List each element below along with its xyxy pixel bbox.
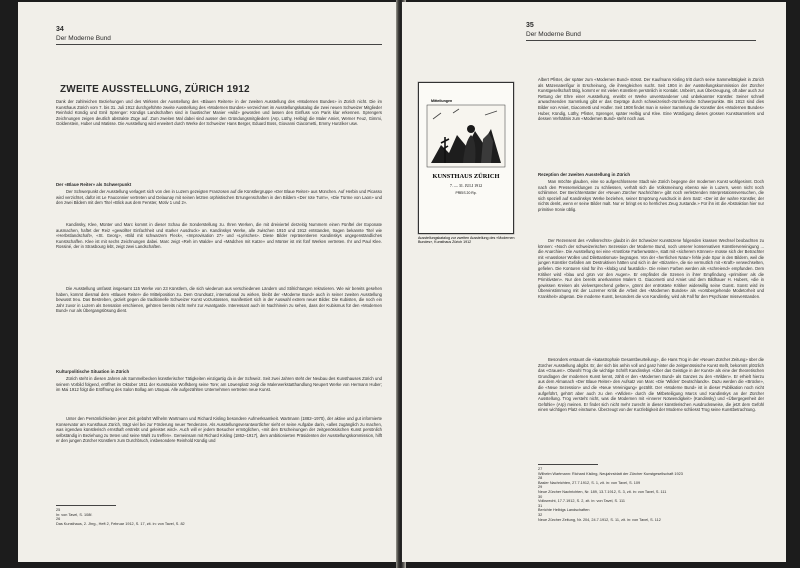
- footnotes: [538, 467, 764, 522]
- catalog-cover-figure: [418, 82, 514, 234]
- header-rule: [56, 44, 382, 45]
- body-paragraph: Unter den Persönlichkeiten jener Zeit gebührt Wilhelm Wartmann und Richard Kisling besondere Aufmerksamkeit. Wartmann (1882–1970), der aktive und gut informierte Konservator am Kunsthaus Zürich, trägt viel bei zur Förderung neuer Tendenzen. Als Ausstellungsverantwortlicher sieht er seine Aufgabe darin, «alles zugänglich zu machen, was irgendwo künstlerisch ernsthaft erstrebt und geleistet wird». Auch will er jedem Besucher ermöglichen, «mit den Erscheinungen der zeitgenössischen Kunst persönlich selbständig in Beziehung zu treten und seine Wahl zu treffen». Gemeinsam mit Richard Kisling (1862–1917), dem ambitionierten Präsidenten der Ausstellungskommission, hilft er den jungen Zürcher Künstlern zum Durchbruch, insbesondere Reinhold Kündig und: [56, 416, 382, 444]
- running-head: Der Moderne Bund: [526, 31, 581, 38]
- footnote-rule: [538, 464, 598, 465]
- figure-caption: Ausstellungskatalog zur zweiten Ausstellung des «Modernen Bundes», Kunsthaus Zürich 1912: [418, 236, 515, 245]
- left-page: [18, 2, 398, 562]
- body-paragraph: Besonders erstaunt die «katastrophale Gesamtbeurteilung», die Hans Trog in der «Neuen Zürcher Zeitung» über die Zürcher Ausstellung abgibt. Er, der sich bis anhin voll und ganz hinter die zeitgenössische Kunst stellt, bekommt plötzlich das «Grauen». Obwohl Trog die wichtige Schrift Kandinskys «Über das Geistige in der Kunst» als eine der theoretischen Grundlagen der modernen Kunst kennt, zählt er den «Modernen Bund» als Ganzes zu den «Wilden». Er erhielt hierzu aus dem Almanach «Der Blaue Reiter» den Aufsatz von Marc «Die 'Wilden' Deutschlands». Dazu werden die «Brücke», die «Neue Sezession» und die «Neue Vereinigung» gezählt. Der «Moderne Bund» ist in dieser Publikation noch nicht aufgeführt, gehört aber auch zu den «Wilden» durch die Mitbeteiligung Marcs und Kandinskys an der Zürcher Ausstellung. Trog versteht nicht, was die Modernen mit «innerer Notwendigkeit» (Kandinsky) und «Übergegenheit der Gefühle» (Arp) meinen. Er findet sich nicht mehr zurecht in dieser künstlerischen Ausdrucksweise, die jetzt dem Gefühl einen wichtigen Platz einräume. Überzeugt von der Kurzlebigkeit der Moderne schliesst Trog seine Kunstbetrachtung.: [538, 357, 764, 413]
- header-rule: [526, 40, 756, 41]
- section-title: Rezeption der zweiten Ausstellung in Zürich: [538, 172, 631, 177]
- figure-head: [467, 125, 475, 133]
- footnote-text: In: von Tavel, S. 108f.: [56, 512, 93, 517]
- chapter-heading: ZWEITE AUSSTELLUNG, ZÜRICH 1912: [60, 84, 250, 95]
- running-head: Der Moderne Bund: [56, 35, 111, 42]
- footnote-rule: [56, 505, 116, 506]
- woodcut-illustration: [419, 83, 513, 233]
- page-number: 35: [526, 22, 534, 29]
- section-title: Kulturpolitische Situation in Zürich: [56, 369, 130, 374]
- footnote-text: Das Kunsthaus, 2. Jhrg., Heft 2, Februar 1912, S. 17, zit. in: von Tavel, S. 82: [56, 521, 185, 526]
- footnote-text: Wilhelm Wartmann: Richard Kisling, Neujahrsblatt der Zürcher Kunstgesellschaft 1923: [538, 471, 683, 476]
- body-paragraph: Der Rezensent des «Volksrechts» glaubt in der Schweizer Kunstszene folgenden krassen Wechsel beobachten zu können: «Noch der schweizerischen Sezession der Moderne Bund, noch unserer konservativen Künstlervereinigung ... die Anarchie». Die Ausstellung sei eine «trostlose Farbenwüste», statt mit «sicherem Können» müsse sich der Betrachter mit «massloser Wollen und Dilettantismus» begnügen. Von der «herrlichen Natur» fehle jede Spur in den Bildern, weil die jungen Künstler Gefallen am Destruktiven hätten und sich in der «Bizarrie», die sie vermutlich mit «Kraft» verwechselten, gefielen. Die Konturen sind für ihn «klobig und faustdick». Die reinen Farben werden als «schreiend» empfunden. Dem Kritiker wird «blau und grün vor den Augen». Er empfindet die Szenen in ihrer Empfindung «primitiver als die Primitivsten». Nur den bereits anerkannten Malern G. Giacometti und Amiet und dem Bildhauer H. Hubers, «die in gewissen Kreisen als vielversprechend gelten», gönnt der entrüstete Kritiker widerwillig seine Gunst. Sonst wird im Übereinstimmung mit der Luzerner Kritik die Arbeit des «Modernen Bundes» als «vorübergehende Modetorheit und Krankheit» abgetan. Die moderne Kunst, besonders die von Kandinsky, wird als Fall für den Psychiater missverstanden.: [538, 238, 764, 299]
- section-title: Der «Blaue Reiter» als Schwerpunkt: [56, 182, 132, 187]
- footnote-text: Volksrecht, 17.7.1912, S. 2, zit. in: von Tavel, S. 111: [538, 499, 625, 504]
- body-paragraph: Der Schwerpunkt der Ausstellung verlagert sich von den in Luzern gezeigten Franzosen auf die Künstlergruppe «Der Blaue Reiter» aus München. Auf Herbin und Picasso wird verzichtet, dafür ist Le Fauconnier vertreten und Delaunay mit seinen letzten orphistischen Errungenschaften in den Bildern «Der rote Turm», «Die Türme von Laon» und den zwei Bildern mit dem Titel «Blick aus dem Fenster, Motiv 1 und 2».: [56, 189, 382, 206]
- footnote-number: 30: [538, 494, 543, 499]
- cover-dates: 7. — 31. JULI 1912: [449, 183, 483, 188]
- footnote-text: Neue Zürcher Nachrichten, Nr. 189, 13.7.1912, S. 3, zit. in: von Tavel, S. 111: [538, 489, 667, 494]
- page-number: 34: [56, 26, 64, 33]
- intro-paragraph: Dank der zahlreichen Beziehungen und des Wirkens der Ausstellung des «Blauen Reiters» in der zweiten Ausstellung des «Modernen Bundes» in Zürich nicht. Die im Kunsthaus Zürich vom 7. bis 31. Juli 1912 durchgeführte zweite Ausstellung des «Modernen Bundes» verzeichnet im Ausstellungskatalog die zwei neuen Schweizer Mitglieder Reinhold Kündig und Emil Sprenger: Kündigs Landschaften sind in faustischer Manier «wild» geworden und lassen den Einfluss von Paris klar erkennen. Sprengers Zeichnungen zeigen deutlich abstrakte Züge auf. Zum zweiten Mal dabei sind ausser den Gründungsmitgliedern (Arp, Lüthy, Helbig) die Maler Amiet, Werner Feuz, Gimmi, Goldenstein, Huber und Matisse. Die Ausstellung wird erweitert durch Werke der Schweizer Hans Berger, Eduard Boss, Giovanni Giacometti, Emmy Hunziker usw.: [56, 99, 382, 127]
- cover-price: PREIS 20 Rp.: [455, 191, 477, 195]
- footnote-number: 32: [538, 512, 543, 517]
- footnote-number: 26: [56, 517, 61, 522]
- body-paragraph: Die Ausstellung umfasst insgesamt 115 Werke von 23 Künstlern, die sich wiederum aus verschiedenen Ländern und Stilrichtungen rekrutieren. Wie wir bereits gesehen haben, kommt diesmal dem «Blauen Reiter» die Mittelposition zu. Dem Grundsatz, international zu wirken, bleibt der «Moderne Bund» auch in seiner zweiten Ausstellung bewusst treu. Das Bestreben, gezielt gegen die traditionelle Schweizer Kunst vorzustossen, manifestiert sich in der Auswahl extrem neuer Bilder. Die Kubisten, die noch ein Jahr zuvor in Luzern als Sensation erschienen, gehören bereits nicht mehr zur Avantgarde. Interessant auch im Nachhinein zu sehen, dass der Kubismus für den «Modernen Bund» nur als Übergangslösung dient.: [56, 286, 382, 314]
- footnote-text: Neue Zürcher Zeitung, Nr. 204, 24.7.1912, S. 11, zit. in: von Tavel, S. 112: [538, 517, 661, 522]
- footnote-number: 27: [538, 467, 543, 471]
- cover-title: KUNSTHAUS ZÜRICH: [432, 173, 500, 180]
- cover-small-label: Mitteilungen: [431, 99, 453, 103]
- footnote-text: Basler Nachrichten, 27.7.1912, S. 1, zit. in: von Tavel, S. 109: [538, 480, 641, 485]
- footnote-number: 28: [538, 476, 543, 481]
- body-paragraph: Man möchte glauben, eine so aufgeschlossene Stadt wie Zürich begegne der modernen Kunst wohlgesinnt. Doch nach den Pressemeldungen zu schliessen, verhält sich die Volksmeinung ebenso wie in Luzern, wenn nicht noch schlimmer. Der Berichterstatter der «Neuen Zürcher Nachrichten» gibt noch verletzenden Interpretationsversuchen, die sich speziell auf Kandinskys Werke beziehen, seiner Empörung Ausdruck in dem Satz: «Der ist der wahre Künstler, der nichts denkt, wenn er seine Bilder malt. Nur er bringt es so herrliches Zeug zustande.» Für ihn ist die Abstraktion hier nur primitive Ironie üblig.: [538, 179, 764, 212]
- footnote-number: 25: [56, 508, 61, 512]
- footnote-number: 29: [538, 485, 543, 490]
- body-paragraph: Zürich steht in diesen Jahren als Sammelbecken künstlerischer Tätigkeiten einzigartig da in der Schweiz. Seit zwei Jahren steht der Neubau des Kunsthauses Zürich und seinem Vorbild folgend, eröffnet im Oktober 1911 der Kunstsalon Wolfsberg seine Tore; am Löwenplatz zeigt die Malerwerkstatthandlung Neupert Werke von Hermann Huber; im Mai 1912 folgt die Eröffnung des Salon Bollag am Utoquai. Alle aufgezählten Unternehmen vertreten neue Kunst.: [56, 376, 382, 393]
- body-paragraph: Kandinsky, Klee, Münter und Marc kommt in dieser Schau die Sonderstellung zu. Ihren Werken, die mit dreiviertel derzeitig Nummern einen Fünftel der Exponate ausmachen, haftet der Reiz «gewollter Einfachheit und starker Ausdruck» an. Kandinskys Werke, alle zwischen 1910 und 1912 entstanden, tragen bekannte Titel wie «Herbstlandschaft», «St. Georg», «Bild mit schwarzem Fleck», «Improvisation 27» und «Lyrisches». Diese Bilder repräsentieren Kandinskys ungegenständliches Kunstschaffen. Klee ist mit sechs Zeichnungen dabei. Marc zeigt «Reh im Walde» und «Mädchen mit Katze» und Münter ist mit fünf Werken vertreten. Ihr und Paul Klee. Rossiné, der in Strasbourg lebt, zeigt zwei Landschaften.: [56, 222, 382, 250]
- footnotes: [56, 508, 382, 526]
- footnote-number: 31: [538, 503, 543, 508]
- body-paragraph: Albert Pfister, der später zum «Modernen Bund» stösst. Der Kaufmann Kisling tritt durch seine Sammeltätigkeit in Zürich als Mäzenatenfigur in Erscheinung, die ihresgleichen sucht. Seit 1904 in der Ausstellungskommission der Zürcher Kunstgesellschaft tätig, kommt er mit vielen Künstlern persönlich in Kontakt. Unbeirrt, aus Überzeugung, oft aber auch zur Rettung der Ehre einer Ausstellung, erwirbt er Werke unverstandener und unbekannter Künstler. Seiner schnell anwachsenden Sammlung gibt er das Gepräge durch schweizerisch-zürcherische Schwerpunkte. Bis 1913 sind dies Bilder von Amiet, Giacometti und Hodler. Seit 1908 findet man in seiner Sammlung die Künstler des «Modernen Bundes» Huber, Kündig, Lüthy, Pfister, Sprenger, später Helbig und Klee. Eine Würdigung dieses grossen Kunstsammlers und dessen Verhältnis zum «Modernen Bund» steht noch aus.: [538, 77, 764, 122]
- footnote-text: Berichte Helbigs Landschaften: [538, 508, 590, 513]
